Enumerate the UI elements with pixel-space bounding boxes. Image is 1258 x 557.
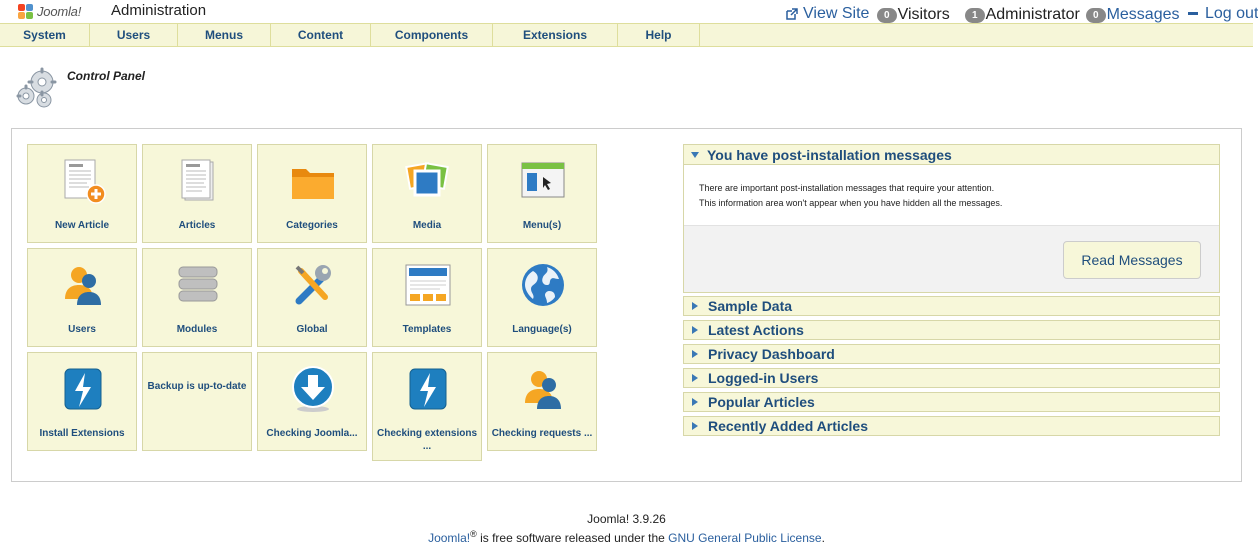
caret-down-icon [691,152,699,158]
post-install-line2: This information area won't appear when you have hidden all the messages. [699,198,1003,208]
tile-label: Media [412,220,442,231]
post-install-title: You have post-installation messages [707,146,952,163]
tile-categories[interactable] [257,144,367,243]
menu-window-icon [519,157,567,205]
tile-users[interactable] [27,248,137,347]
main-menu [0,23,1253,47]
tile-menus[interactable] [487,144,597,243]
tile-backup-status[interactable] [142,352,252,451]
caret-right-icon [692,374,698,382]
tile-label: Checking requests ... [491,428,593,439]
control-panel-gears-icon [12,66,60,110]
caret-right-icon [692,302,698,310]
caret-right-icon [692,398,698,406]
tile-checking-joomla[interactable] [257,352,367,451]
logo-text: Joomla! [37,4,82,19]
messages-link[interactable] [1086,6,1179,24]
registered-mark: ® [470,529,477,539]
messages-badge: 0 [1086,8,1106,23]
accordion-logged-in-users[interactable] [683,368,1220,388]
accordion-label: Sample Data [708,298,793,314]
tile-label: Checking Joomla... [266,428,358,439]
tile-label: Install Extensions [39,428,125,439]
download-icon [289,365,337,413]
articles-icon [174,157,222,205]
footer-license [0,529,1253,545]
joomla-logo[interactable] [18,3,81,20]
post-install-footer [684,225,1219,292]
caret-right-icon [692,326,698,334]
post-install-header[interactable] [684,145,1219,165]
modules-icon [174,261,222,309]
tile-articles[interactable] [142,144,252,243]
tile-label: Modules [176,324,218,335]
tile-new-article[interactable] [27,144,137,243]
tile-label: Categories [286,220,338,231]
folder-icon [289,157,337,205]
tile-label: Articles [178,220,216,231]
accordion-sample-data[interactable] [683,296,1220,316]
admin-badge: 1 [965,8,985,23]
tile-label: Menu(s) [522,220,562,231]
menu-content[interactable]: Content [271,24,371,46]
accordion-label: Recently Added Articles [708,418,869,434]
admin-label: Administrator [985,6,1080,23]
messages-label: Messages [1106,6,1180,23]
tile-label: Users [68,324,96,335]
administrator-link[interactable] [965,6,1080,24]
menu-help[interactable]: Help [618,24,700,46]
tile-checking-requests[interactable] [487,352,597,451]
view-site-link[interactable] [786,5,869,23]
accordion-latest-actions[interactable] [683,320,1220,340]
menu-menus[interactable]: Menus [178,24,271,46]
joomla-logo-icon [18,4,34,20]
tile-label: Checking extensions ... [376,428,478,452]
visitors-label: Visitors [897,6,950,23]
tile-label: Language(s) [512,324,572,335]
visitors-link[interactable] [877,6,950,24]
accordion-label: Popular Articles [708,394,815,410]
tools-icon [289,261,337,309]
tile-label: Templates [402,324,452,335]
tile-label: Global [296,324,328,335]
license-end: . [821,531,825,545]
tile-checking-extensions[interactable] [372,352,482,461]
accordion-popular-articles[interactable] [683,392,1220,412]
joomla-link[interactable]: Joomla! [428,531,471,545]
footer-version: Joomla! 3.9.26 [587,512,666,526]
gnu-license-link[interactable]: GNU General Public License [668,531,822,545]
caret-right-icon [692,350,698,358]
accordion-privacy-dashboard[interactable] [683,344,1220,364]
page-title: Control Panel [67,69,146,83]
post-install-panel [683,144,1220,293]
external-link-icon [786,8,798,20]
menu-users[interactable]: Users [90,24,178,46]
tile-media[interactable] [372,144,482,243]
users-icon [59,261,107,309]
menu-system[interactable]: System [0,24,90,46]
lightning-icon [59,365,107,413]
lightning-icon [404,365,452,413]
license-text: is free software released under the [476,531,669,545]
read-messages-button[interactable]: Read Messages [1063,241,1201,279]
tile-global[interactable] [257,248,367,347]
logout-link[interactable] [1188,5,1258,23]
tile-modules[interactable] [142,248,252,347]
accordion-recently-added-articles[interactable] [683,416,1220,436]
tile-languages[interactable] [487,248,597,347]
post-install-body [684,165,1219,225]
visitors-badge: 0 [877,8,897,23]
header [0,0,1258,23]
caret-right-icon [692,422,698,430]
view-site-label: View Site [803,5,870,22]
tile-label: New Article [54,220,110,231]
minus-icon [1188,9,1198,19]
tile-install-extensions[interactable] [27,352,137,451]
post-install-line1: There are important post-installation messages that require your attention. [699,183,995,193]
users-icon [519,365,567,413]
new-article-icon [59,157,107,205]
accordion-label: Logged-in Users [708,370,819,386]
menu-extensions[interactable]: Extensions [493,24,618,46]
menu-components[interactable]: Components [371,24,493,46]
tile-templates[interactable] [372,248,482,347]
logout-label: Log out [1205,5,1258,22]
tile-label: Backup is up-to-date [147,381,247,392]
accordion-label: Latest Actions [708,322,804,338]
admin-title: Administration [111,2,207,19]
media-icon [404,157,452,205]
globe-icon [519,261,567,309]
templates-icon [404,261,452,309]
accordion-label: Privacy Dashboard [708,346,835,362]
